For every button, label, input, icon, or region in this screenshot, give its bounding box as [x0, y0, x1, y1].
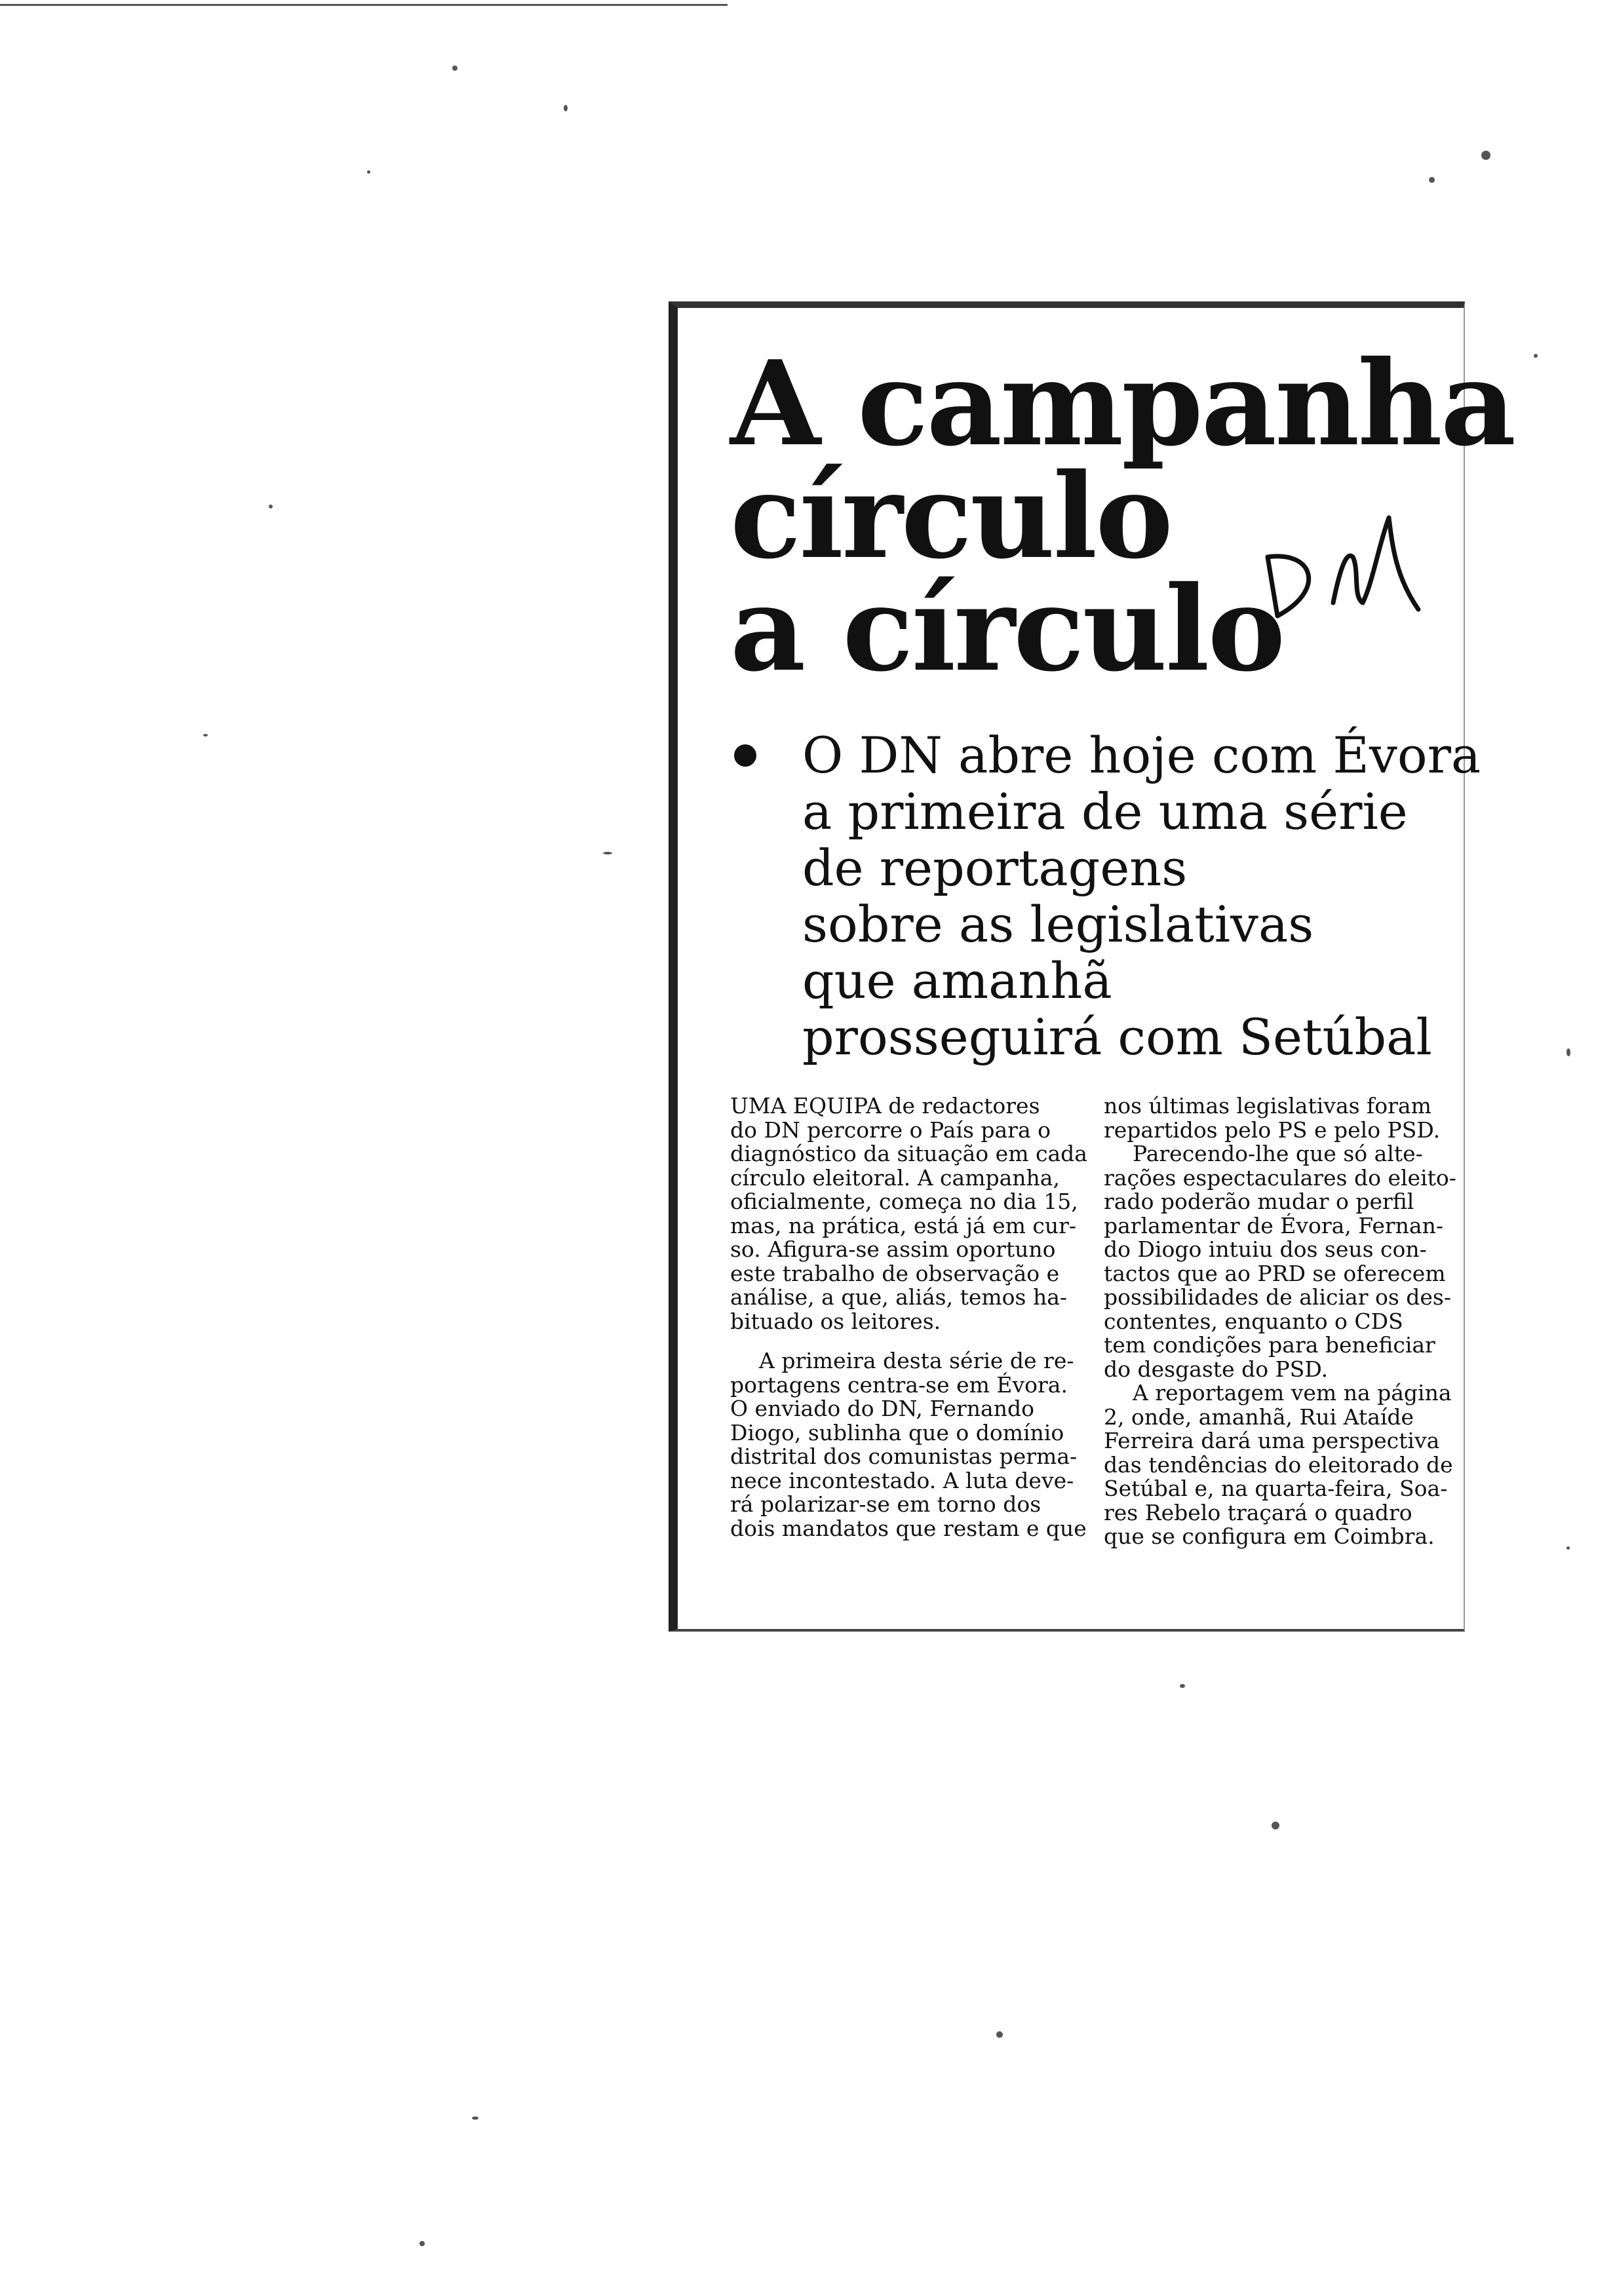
body-line: oficialmente, começa no dia 15, [730, 1189, 1078, 1214]
body-line: Setúbal e, na quarta-feira, Soa- [1104, 1476, 1448, 1501]
body-line: que se configura em Coimbra. [1104, 1523, 1435, 1549]
body-line: diagnóstico da situação em cada [730, 1141, 1087, 1166]
body-line: Ferreira dará uma perspectiva [1104, 1428, 1440, 1453]
body-line: contentes, enquanto o CDS [1104, 1308, 1403, 1334]
body-line: nece incontestado. A luta deve- [730, 1467, 1074, 1493]
body-line: rações espectaculares do eleito- [1104, 1164, 1456, 1191]
body-line: possibilidades de aliciar os des- [1104, 1284, 1452, 1310]
body-column-1 [730, 1093, 1087, 1549]
article-body [730, 1093, 1456, 1549]
body-line: dois mandatos que restam e que [730, 1515, 1087, 1541]
body-line: das tendências do eleitorado de [1104, 1451, 1453, 1478]
newspaper-clipping [669, 301, 1515, 1632]
body-line: O enviado do DN, Fernando [730, 1396, 1034, 1421]
body-line: res Rebelo traçará o quadro [1104, 1499, 1412, 1525]
scan-top-rule [0, 4, 728, 6]
body-line: círculo eleitoral. A campanha, [730, 1164, 1060, 1191]
body-line: A reportagem vem na página [1133, 1380, 1452, 1406]
subheadline-line: de reportagens [802, 839, 1188, 897]
body-line: nos últimas legislativas foram [1104, 1093, 1431, 1119]
body-line: tem condições para beneficiar [1104, 1332, 1435, 1358]
subheadline-line: sobre as legislativas [802, 895, 1314, 953]
body-line: rá polarizar-se em torno dos [730, 1491, 1041, 1517]
body-line: bituado os leitores. [730, 1308, 941, 1334]
body-line: análise, a que, aliás, temos ha- [730, 1284, 1068, 1310]
body-line: rado poderão mudar o perfil [1104, 1189, 1414, 1214]
subheadline-line: prosseguirá com Setúbal [802, 1008, 1432, 1066]
body-line: este trabalho de observação e [730, 1260, 1060, 1286]
body-line: Diogo, sublinha que o domínio [730, 1419, 1064, 1445]
subheadline [730, 726, 1481, 1066]
body-line: 2, onde, amanhã, Rui Ataíde [1104, 1404, 1414, 1430]
headline-line: círculo [730, 448, 1171, 584]
body-line: do desgaste do PSD. [1104, 1356, 1329, 1382]
body-line: repartidos pelo PS e pelo PSD. [1104, 1117, 1441, 1143]
subheadline-line: a primeira de uma série [802, 782, 1408, 841]
headline-line: a círculo [730, 560, 1284, 697]
body-line: Parecendo-lhe que só alte- [1133, 1141, 1423, 1166]
bullet-icon [734, 744, 756, 767]
body-line: mas, na prática, está já em cur- [730, 1212, 1077, 1238]
body-line: do DN percorre o País para o [730, 1117, 1051, 1143]
subheadline-line: O DN abre hoje com Évora [802, 726, 1481, 784]
body-column-2 [1104, 1093, 1456, 1549]
headline-line: A campanha [730, 335, 1515, 472]
body-line: UMA EQUIPA de redactores [730, 1093, 1040, 1119]
body-line: do Diogo intuiu dos seus con- [1104, 1236, 1427, 1262]
handwritten-initials [1255, 505, 1425, 649]
body-line: distrital dos comunistas perma- [730, 1444, 1078, 1469]
subheadline-line: que amanhã [802, 951, 1112, 1010]
body-line: parlamentar de Évora, Fernan- [1104, 1212, 1443, 1238]
body-line: A primeira desta série de re- [759, 1348, 1074, 1373]
body-line: so. Afigura-se assim oportuno [730, 1236, 1056, 1262]
body-line: portagens centra-se em Évora. [730, 1371, 1068, 1398]
body-line: tactos que ao PRD se oferecem [1104, 1260, 1446, 1286]
